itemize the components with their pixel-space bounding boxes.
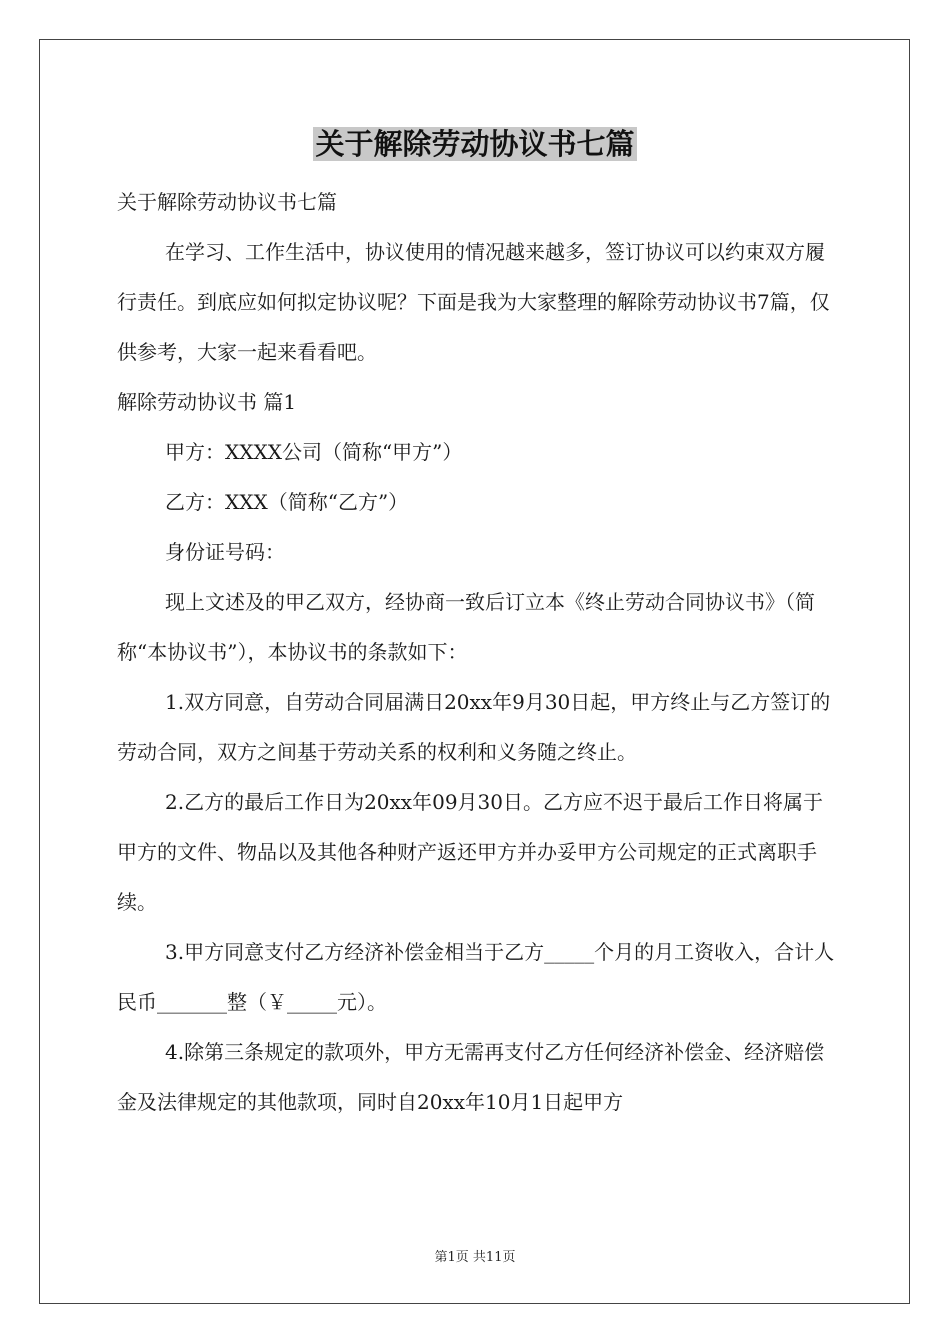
paragraph: 关于解除劳动协议书七篇 <box>117 190 337 214</box>
paragraph: 2.乙方的最后工作日为20xx年09月30日。乙方应不迟于最后工作日将属于甲方的文件、物品以及其他各种财产返还甲方并办妥甲方公司规定的正式离职手续。 <box>117 790 823 914</box>
document-title <box>0 122 950 166</box>
paragraph: 3.甲方同意支付乙方经济补偿金相当于乙方_____个月的月工资收入，合计人民币_______整（￥_____元）。 <box>117 940 835 1014</box>
paragraph: 甲方：XXXX公司（简称“甲方”） <box>165 440 463 464</box>
page-footer: 第1页 共11页 <box>434 1250 516 1265</box>
document-body <box>117 177 839 1127</box>
paragraph: 解除劳动协议书 篇1 <box>117 390 297 414</box>
paragraph: 4.除第三条规定的款项外，甲方无需再支付乙方任何经济补偿金、经济赔偿金及法律规定的其他款项，同时自20xx年10月1日起甲方 <box>117 1040 825 1114</box>
paragraph: 1.双方同意，自劳动合同届满日20xx年9月30日起，甲方终止与乙方签订的劳动合同，双方之间基于劳动关系的权利和义务随之终止。 <box>117 690 831 764</box>
document-title-text: 关于解除劳动协议书七篇 <box>315 127 635 161</box>
paragraph: 现上文述及的甲乙双方，经协商一致后订立本《终止劳动合同协议书》（简称“本协议书”），本协议书的条款如下： <box>117 590 815 664</box>
paragraph: 乙方：XXX（简称“乙方”） <box>165 490 409 514</box>
paragraph: 在学习、工作生活中，协议使用的情况越来越多，签订协议可以约束双方履行责任。到底应如何拟定协议呢？下面是我为大家整理的解除劳动协议书7篇，仅供参考，大家一起来看看吧。 <box>117 240 830 364</box>
paragraph: 身份证号码： <box>165 540 285 564</box>
